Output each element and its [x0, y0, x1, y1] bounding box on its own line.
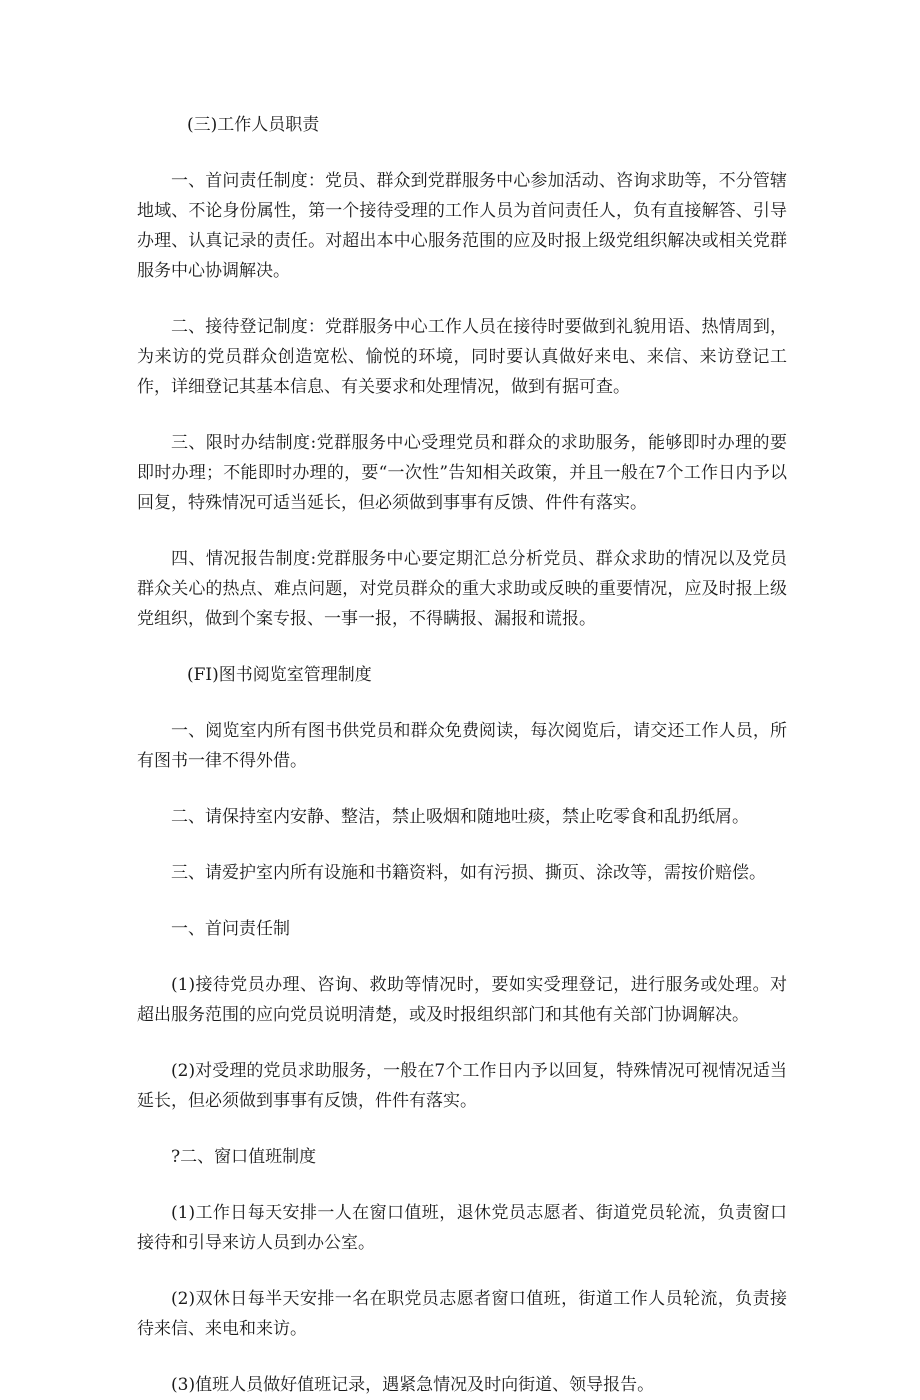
paragraph-reading-room-rule-1: 一、阅览室内所有图书供党员和群众免费阅读，每次阅览后，请交还工作人员，所有图书一律不得外借。 [137, 721, 787, 771]
section-heading-reading-room: (FI)图书阅览室管理制度 [187, 665, 372, 685]
paragraph-first-inquiry-system: 一、首问责任制度：党员、群众到党群服务中心参加活动、咨询求助等，不分管辖地域、不论身份属性，第一个接待受理的工作人员为首问责任人，负有直接解答、引导办理、认真记录的责任。对超出本中心服务范围的应及时报上级党组织解决或相关党群服务中心协调解决。 [137, 171, 787, 281]
section-heading-window-duty: ?二、窗口值班制度 [171, 1147, 317, 1167]
paragraph-reception-registration: 二、接待登记制度：党群服务中心工作人员在接待时要做到礼貌用语、热情周到，为来访的党员群众创造宽松、愉悦的环境，同时要认真做好来电、来信、来访登记工作，详细登记其基本信息、有关要求和处理情况，做到有据可查。 [137, 317, 787, 397]
paragraph-report-system: 四、情况报告制度:党群服务中心要定期汇总分析党员、群众求助的情况以及党员群众关心的热点、难点问题，对党员群众的重大求助或反映的重要情况，应及时报上级党组织，做到个案专报、一事一报，不得瞒报、漏报和谎报。 [137, 549, 787, 629]
paragraph-window-duty-item-3: (3)值班人员做好值班记录，遇紧急情况及时向街道、领导报告。 [171, 1375, 655, 1395]
section-heading-staff-duties: (三)工作人员职责 [187, 115, 320, 135]
paragraph-first-inquiry-item-1: (1)接待党员办理、咨询、救助等情况时，要如实受理登记，进行服务或处理。对超出服务范围的应向党员说明清楚，或及时报组织部门和其他有关部门协调解决。 [137, 975, 787, 1025]
paragraph-window-duty-item-1: (1)工作日每天安排一人在窗口值班，退休党员志愿者、街道党员轮流，负责窗口接待和引导来访人员到办公室。 [137, 1203, 787, 1253]
document-body [137, 110, 787, 1400]
paragraph-window-duty-item-2: (2)双休日每半天安排一名在职党员志愿者窗口值班，街道工作人员轮流，负责接待来信、来电和来访。 [137, 1289, 787, 1339]
section-heading-first-inquiry: 一、首问责任制 [171, 919, 290, 939]
paragraph-reading-room-rule-3: 三、请爱护室内所有设施和书籍资料，如有污损、撕页、涂改等，需按价赔偿。 [171, 863, 766, 883]
paragraph-reading-room-rule-2: 二、请保持室内安静、整洁，禁止吸烟和随地吐痰，禁止吃零食和乱扔纸屑。 [171, 807, 749, 827]
paragraph-time-limit-system: 三、限时办结制度:党群服务中心受理党员和群众的求助服务，能够即时办理的要即时办理；不能即时办理的，要“一次性”告知相关政策，并且一般在7个工作日内予以回复，特殊情况可适当延长，但必须做到事事有反馈、件件有落实。 [137, 433, 787, 513]
paragraph-first-inquiry-item-2: (2)对受理的党员求助服务，一般在7个工作日内予以回复，特殊情况可视情况适当延长，但必须做到事事有反馈，件件有落实。 [137, 1061, 787, 1111]
